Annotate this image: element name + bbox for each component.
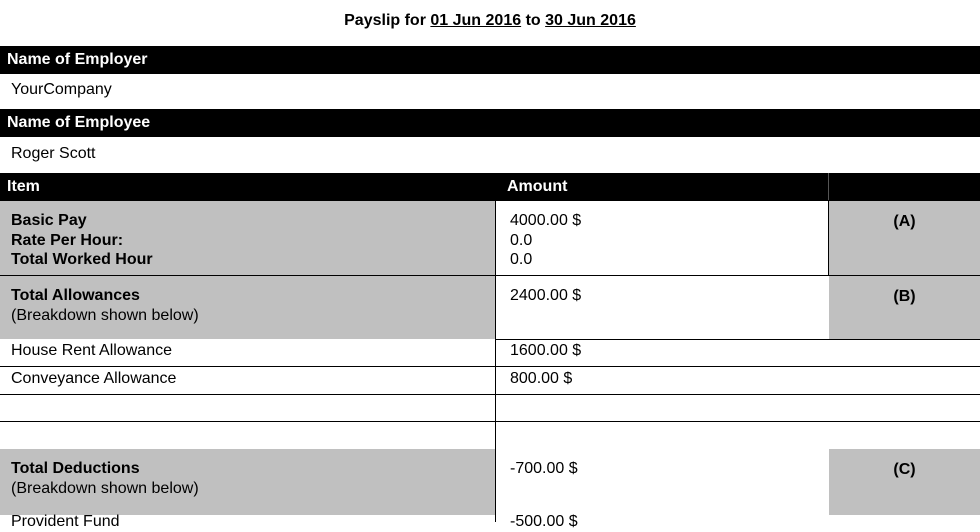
total-worked-hour-label: Total Worked Hour <box>11 251 153 268</box>
deductions-marker-shade <box>829 449 980 515</box>
row-divider <box>0 275 980 276</box>
house-rent-allowance-amount: 1600.00 $ <box>510 342 582 359</box>
header-divider <box>828 173 829 200</box>
employee-header <box>0 109 980 137</box>
total-deductions-amount: -700.00 $ <box>510 460 578 477</box>
title-prefix: Payslip for <box>344 12 426 29</box>
house-rent-allowance-label: House Rent Allowance <box>11 342 172 359</box>
deductions-note: (Breakdown shown below) <box>11 479 199 497</box>
rate-per-hour-value: 0.0 <box>510 231 533 249</box>
allowances-marker-shade <box>829 276 980 339</box>
title-to: to <box>525 12 541 29</box>
total-allowances-amount: 2400.00 $ <box>510 287 582 304</box>
employer-header <box>0 46 980 74</box>
period-end-date: 30 Jun 2016 <box>545 12 636 29</box>
basic-pay-label: Basic Pay <box>11 212 87 229</box>
employee-name: Roger Scott <box>11 145 96 162</box>
total-worked-hour-value: 0.0 <box>510 251 533 268</box>
basic-marker: (A) <box>893 213 916 230</box>
provident-fund-amount: -500.00 $ <box>510 513 578 530</box>
row-divider <box>0 394 980 395</box>
conveyance-allowance-amount: 800.00 $ <box>510 370 573 387</box>
employer-name: YourCompany <box>11 81 112 98</box>
rate-per-hour-label: Rate Per Hour: <box>11 231 124 249</box>
row-divider <box>0 200 980 201</box>
allowances-labels <box>11 286 199 325</box>
row-divider <box>495 339 980 340</box>
employee-label: Name of Employee <box>7 114 151 131</box>
employer-label: Name of Employer <box>7 51 148 68</box>
column-amount-header: Amount <box>507 178 568 195</box>
total-deductions-label: Total Deductions <box>11 460 140 477</box>
column-item-header: Item <box>7 178 40 195</box>
deductions-labels <box>11 459 199 498</box>
total-allowances-label: Total Allowances <box>11 287 140 304</box>
row-divider <box>0 421 980 422</box>
table-header <box>0 173 980 200</box>
payslip-title <box>0 12 980 30</box>
provident-fund-label: Provident Fund <box>11 513 120 530</box>
basic-pay-amounts <box>510 211 581 270</box>
allowances-note: (Breakdown shown below) <box>11 306 199 324</box>
basic-pay-labels <box>11 211 153 270</box>
row-divider <box>0 366 980 367</box>
deductions-marker: (C) <box>893 461 916 478</box>
conveyance-allowance-label: Conveyance Allowance <box>11 370 177 387</box>
basic-pay-amount: 4000.00 $ <box>510 212 582 229</box>
period-start-date: 01 Jun 2016 <box>430 12 522 29</box>
allowances-marker: (B) <box>893 288 916 305</box>
column-divider <box>495 200 496 522</box>
